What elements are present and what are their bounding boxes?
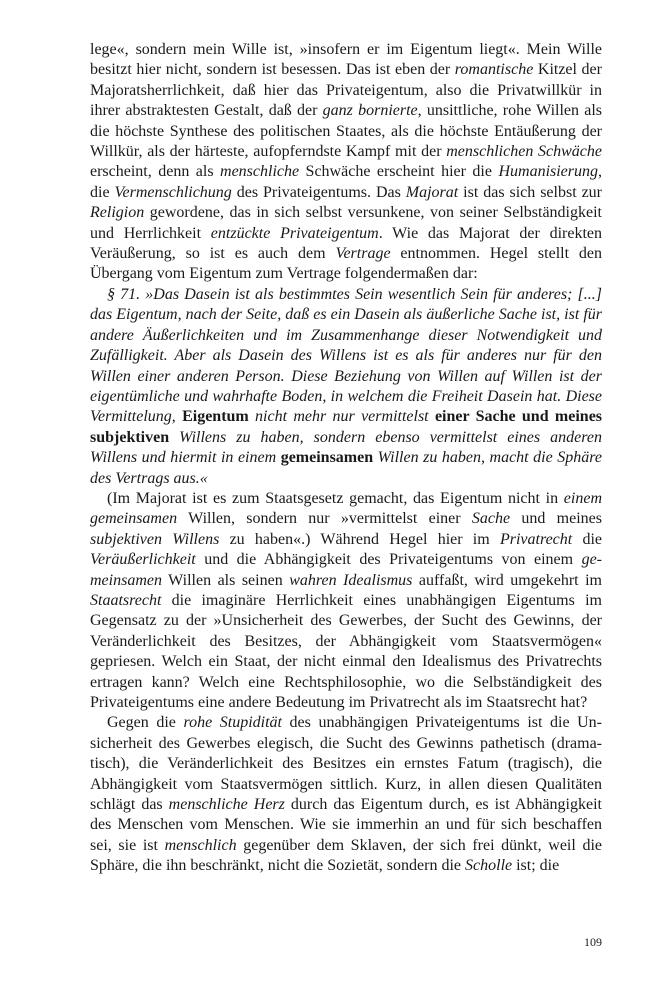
paragraph-stupiditaet: Gegen die rohe Stupidität des unabhängigen Privateigentums ist die Unsicherheit des Gewerbes elegisch, die Sucht des Gewinns pathetisch (dramatisch), die Veränderlichkeit des Besitzes ein ernstes Fatum (tragisch), die Abhängigkeit vom Staatsvermögen sittlich. Kurz, in allen diesen Qualitäten schlägt das menschliche Herz durch das Eigentum durch, es ist Abhängigkeit des Menschen vom Menschen. Wie sie immerhin an und für sich beschaffen sei, sie ist menschlich gegenüber dem Sklaven, der sich frei dünkt, weil die Sphäre, die ihn beschränkt, nicht die Sozietät, sondern die Scholle ist; die	[90, 714, 603, 875]
hegel-quote-71: § 71. »Das Dasein ist als bestimmtes Sein wesentlich Sein für anderes; [...] das Eigentum, nach der Seite, daß es ein Dasein als äußerliche Sache ist, ist für andere Äußerlichkeiten und im Zusammenhange dieser Notwendigkeit und Zufälligkeit. Aber als Dasein des Willens ist es als für anderes nur für den Willen einer anderen Person. Diese Beziehung von Willen auf Willen ist der eigentümliche und wahrhafte Boden, in welchem die Freiheit Dasein hat. Diese Vermittelung, Eigentum nicht mehr nur vermittelst einer Sache und meines subjektiven Willens zu haben, sondern ebenso vermittelst eines anderen Willens und hiermit in einem gemeinsamen Willen zu haben, macht die Sphäre des Vertrags aus.«	[90, 285, 603, 487]
paragraph-majorat: lege«, sondern mein Wille ist, »insofern er im Eigentum liegt«. Mein Wille besitzt hier nicht, sondern ist besessen. Das ist eben der romantische Kitzel der Majoratsherrlichkeit, daß hier das Privateigentum, also die Privatwillkür in ihrer abstraktesten Gestalt, daß der ganz bornierte, unsittliche, rohe Willen als die höchste Synthese des politischen Staates, als die höchste Entäußerung der Willkür, als der härteste, aufopferndste Kampf mit der menschlichen Schwäche erscheint, denn als menschliche Schwäche erscheint hier die Humanisierung, die Vermenschlichung des Privateigentums. Das Majorat ist das sich selbst zur Religion gewordene, das in sich selbst versunkene, von seiner Selbständigkeit und Herrlichkeit entzückte Privateigentum. Wie das Majorat der direkten Veräußerung, so ist es auch dem Vertrage entnommen. Hegel stellt den Übergang vom Eigentum zum Vertrage folgendermaßen dar:	[90, 41, 603, 283]
paragraph-privatrecht: (Im Majorat ist es zum Staatsgesetz gemacht, das Eigentum nicht in einem gemeinsamen Willen, sondern nur »vermittelst einer Sache und meines subjektiven Willens zu haben«.) Während Hegel hier im Privatrecht die Veräußerlichkeit und die Abhängigkeit des Privateigentums von einem gemeinsamen Willen als seinen wahren Idealismus auffaßt, wird umgekehrt im Staatsrecht die imaginäre Herrlichkeit eines unabhängigen Eigentums im Gegensatz zu der »Unsicherheit des Gewerbes, der Sucht des Gewinns, der Veränderlichkeit des Besitzes, der Abhängigkeit vom Staatsvermögen« gepriesen. Welch ein Staat, der nicht einmal den Idealismus des Privatrechts ertragen kann? Welch eine Rechtsphilosophie, wo die Selbständigkeit des Privateigentums eine andere Bedeutung im Privatrecht als im Staatsrecht hat?	[90, 489, 603, 711]
body-text	[90, 40, 602, 877]
page-number: 109	[584, 935, 602, 949]
